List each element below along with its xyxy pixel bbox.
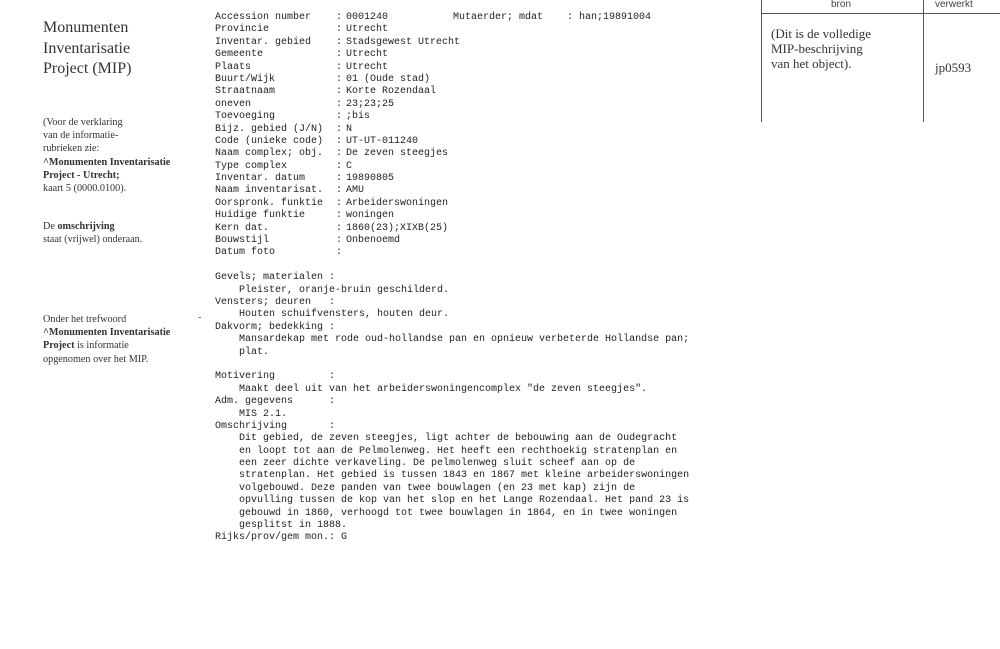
field-key: Kern dat.: [215, 222, 270, 234]
record-field-row: [215, 161, 755, 173]
field-value: 1860(23);XIXB(25): [346, 222, 449, 234]
field-value: Utrecht: [346, 24, 389, 36]
field-value: Arbeiderswoningen: [346, 197, 449, 209]
block-text-line: gebouwd in 1860, verhoogd tot twee bouwlagen in 1864, en in twee woningen: [239, 507, 678, 519]
field-value: Utrecht: [346, 61, 389, 73]
record-fields: [215, 12, 755, 260]
table-column-divider: [923, 0, 924, 122]
record-last-line: Rijks/prov/gem mon.: G: [215, 532, 348, 544]
mutateur-field: Mutaerder; mdat : han;19891004: [453, 12, 652, 23]
record-blocks-construction: [215, 272, 755, 359]
record-field-row: [215, 99, 755, 111]
note-prefix: De: [43, 221, 58, 232]
record-field-row: [215, 37, 755, 49]
block-text-line: Houten schuifvensters, houten deur.: [239, 309, 450, 321]
block-label: Omschrijving :: [215, 420, 336, 432]
bron-line: MIP-beschrijving: [771, 41, 863, 56]
verwerkt-cell: jp0593: [935, 60, 972, 75]
block-text: [215, 285, 755, 297]
field-key: Accession number: [215, 12, 312, 23]
block-text-line: MIS 2.1.: [239, 408, 288, 420]
title-line-2: Inventarisatie: [43, 39, 131, 57]
mip-record: [215, 12, 755, 545]
block-text-line: gesplitst in 1888.: [239, 520, 348, 532]
field-key: Naam complex; obj.: [215, 148, 324, 160]
document-title: [43, 18, 131, 80]
block-label: Dakvorm; bedekking :: [215, 321, 336, 333]
keyword-note: [43, 313, 208, 366]
field-value: C: [346, 160, 353, 172]
block-label: Motivering :: [215, 371, 336, 383]
field-colon: :: [336, 123, 343, 135]
field-colon: :: [336, 148, 343, 160]
field-key: Oorspronk. funktie: [215, 197, 324, 209]
block-text-line: plat.: [239, 346, 270, 358]
field-key: Plaats: [215, 61, 252, 73]
field-colon: :: [336, 210, 343, 222]
record-field-row: [215, 185, 755, 197]
field-key: Datum foto: [215, 247, 276, 259]
note-line: kaart 5 (0000.0100).: [43, 183, 127, 195]
header-verwerkt: verwerkt: [935, 0, 973, 10]
note-line: van de informatie-: [43, 130, 119, 142]
block-text-line: stratenplan. Het gebied is tussen 1843 en 1867 met kleine arbeiderswoningen: [239, 470, 690, 482]
field-colon: :: [336, 24, 343, 36]
field-colon: :: [336, 98, 343, 110]
record-field-row: [215, 210, 755, 222]
explanation-note: [43, 116, 208, 195]
record-field-row: [215, 111, 755, 123]
header-bron: bron: [831, 0, 852, 10]
record-field-row: [215, 247, 755, 259]
block-text-line: Pleister, oranje-bruin geschilderd.: [239, 284, 450, 296]
bron-cell: [771, 26, 921, 71]
field-key: Inventar. gebied: [215, 36, 312, 48]
field-colon: :: [336, 86, 343, 98]
field-colon: :: [336, 247, 343, 259]
field-colon: :: [336, 173, 343, 185]
record-field-row: [215, 148, 755, 160]
block-label: Adm. gegevens :: [215, 396, 336, 408]
record-field-row: [215, 124, 755, 136]
note-bold: Project: [43, 340, 75, 352]
note-bold: ^Monumenten Inventarisatie: [43, 327, 171, 339]
field-key: Buurt/Wijk: [215, 73, 276, 85]
block-text: [215, 309, 755, 321]
field-colon: :: [336, 197, 343, 209]
note-bold: ^Monumenten Inventarisatie: [43, 156, 171, 168]
block-label: Vensters; deuren :: [215, 296, 336, 308]
description-note: [43, 220, 208, 246]
record-field-row: [215, 62, 755, 74]
field-key: Naam inventarisat.: [215, 185, 324, 197]
field-key: oneven: [215, 98, 252, 110]
note-bold: Project - Utrecht;: [43, 169, 120, 181]
block-text: [215, 409, 755, 421]
field-value: UT-UT-011240: [346, 135, 419, 147]
note-line: is informatie: [74, 340, 129, 352]
record-field-row: [215, 136, 755, 148]
field-colon: :: [336, 111, 343, 123]
record-field-row: [215, 12, 755, 24]
field-value: 0001240: [346, 12, 389, 23]
field-key: Code (unieke code): [215, 135, 324, 147]
margin-dash: -: [198, 312, 202, 323]
title-line-3: Project (MIP): [43, 60, 132, 77]
field-key: Type complex: [215, 160, 288, 172]
field-value: woningen: [346, 210, 395, 222]
field-colon: :: [336, 160, 343, 172]
record-field-row: [215, 86, 755, 98]
field-value: 23;23;25: [346, 98, 395, 110]
bron-line: (Dit is de volledige: [771, 26, 872, 41]
field-colon: :: [336, 49, 343, 61]
field-key: Provincie: [215, 24, 270, 36]
record-blocks-description: [215, 371, 755, 532]
source-table: [761, 0, 1000, 122]
field-colon: :: [336, 222, 343, 234]
field-value: Stadsgewest Utrecht: [346, 36, 461, 48]
title-line-1: Monumenten: [43, 19, 129, 36]
note-line: Onder het trefwoord: [43, 314, 127, 325]
field-key: Bijz. gebied (J/N): [215, 123, 324, 135]
field-colon: :: [336, 135, 343, 147]
field-colon: :: [336, 185, 343, 197]
block-text-line: een zeer dichte verkaveling. De pelmolenweg sluit scheef aan op de: [239, 458, 636, 470]
record-field-row: [215, 223, 755, 235]
field-colon: :: [336, 12, 343, 23]
field-value: 19890805: [346, 173, 395, 185]
block-text-line: volgebouwd. Deze panden van twee bouwlagen (en 23 met kap) zijn de: [239, 482, 636, 494]
note-line: opgenomen over het MIP.: [43, 353, 149, 365]
field-key: Toevoeging: [215, 111, 276, 123]
record-field-row: [215, 74, 755, 86]
field-key: Inventar. datum: [215, 173, 306, 185]
field-value: Korte Rozendaal: [346, 86, 437, 98]
record-field-row: [215, 173, 755, 185]
record-field-row: [215, 235, 755, 247]
block-label: Gevels; materialen :: [215, 272, 336, 284]
block-text-line: Mansardekap met rode oud-hollandse pan en opnieuw verbeterde Hollandse pan;: [239, 334, 690, 346]
field-value: N: [346, 123, 353, 135]
note-line: rubrieken zie:: [43, 143, 100, 155]
field-key: Straatnaam: [215, 86, 276, 98]
field-value: ;bis: [346, 111, 371, 123]
block-text: [215, 384, 755, 396]
record-field-row: [215, 49, 755, 61]
field-value: De zeven steegjes: [346, 148, 449, 160]
field-key: Huidige funktie: [215, 210, 306, 222]
field-key: Gemeente: [215, 49, 264, 61]
field-colon: :: [336, 36, 343, 48]
field-value: Onbenoemd: [346, 235, 401, 247]
record-field-row: [215, 24, 755, 36]
field-value: Utrecht: [346, 49, 389, 61]
block-text-line: en loopt tot aan de Pelmolenweg. Het heeft een rechthoekig stratenplan en: [239, 445, 678, 457]
table-border-left: [761, 0, 762, 122]
bron-line: van het object).: [771, 56, 852, 71]
block-text-line: Dit gebied, de zeven steegjes, ligt achter de bebouwing aan de Oudegracht: [239, 433, 678, 445]
table-header: [761, 0, 1000, 12]
table-header-rule: [761, 13, 1000, 14]
field-colon: :: [336, 73, 343, 85]
note-bold: omschrijving: [57, 221, 115, 232]
field-colon: :: [336, 235, 343, 247]
block-text: [215, 334, 755, 359]
block-text-line: Maakt deel uit van het arbeiderswoningencomplex "de zeven steegjes".: [239, 383, 648, 395]
field-value: 01 (Oude stad): [346, 73, 431, 85]
note-line: (Voor de verklaring: [43, 117, 123, 128]
block-text: [215, 433, 755, 532]
field-key: Bouwstijl: [215, 235, 270, 247]
field-value: AMU: [346, 185, 365, 197]
field-colon: :: [336, 61, 343, 73]
block-text-line: opvulling tussen de kop van het slop en het Lange Rozendaal. Het pand 23 is: [239, 495, 690, 507]
record-field-row: [215, 198, 755, 210]
note-line: staat (vrijwel) onderaan.: [43, 234, 143, 246]
